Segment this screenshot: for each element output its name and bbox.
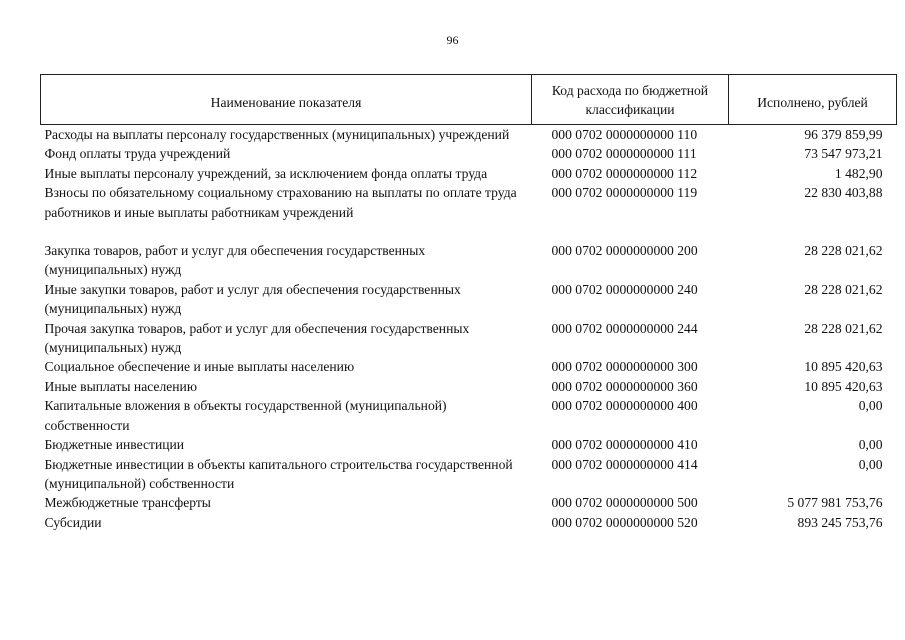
row-name: Фонд оплаты труда учреждений [44, 146, 231, 162]
row-amount: 0,00 [858, 456, 883, 472]
row-amount: 893 245 753,76 [797, 514, 883, 530]
row-code: 000 0702 0000000000 400 [551, 398, 698, 414]
table-row [41, 377, 897, 396]
page-number: 96 [446, 33, 459, 47]
row-code: 000 0702 0000000000 414 [551, 456, 698, 472]
row-code: 000 0702 0000000000 119 [551, 185, 698, 201]
row-amount: 73 547 973,21 [804, 146, 883, 162]
row-amount: 1 482,90 [834, 165, 883, 181]
row-code: 000 0702 0000000000 360 [551, 378, 698, 394]
row-code: 000 0702 0000000000 110 [551, 127, 698, 142]
table-row [41, 241, 897, 280]
table-header-row [41, 75, 897, 125]
row-amount: 22 830 403,88 [804, 185, 883, 201]
table-row [41, 396, 897, 435]
row-name: Иные закупки товаров, работ и услуг для обеспечения государственных (муниципальных) нужд [44, 281, 461, 317]
table-row [41, 164, 897, 183]
row-name: Иные выплаты персоналу учреждений, за исключением фонда оплаты труда [44, 165, 488, 181]
expenditure-table [40, 74, 897, 532]
row-code: 000 0702 0000000000 520 [551, 514, 698, 530]
row-amount: 28 228 021,62 [804, 243, 883, 259]
table-row [41, 513, 897, 532]
row-amount: 28 228 021,62 [804, 281, 883, 297]
table-row [41, 280, 897, 319]
row-name: Социальное обеспечение и иные выплаты населению [44, 359, 355, 375]
table-spacer-row [41, 222, 897, 241]
table-row [41, 144, 897, 163]
row-amount: 0,00 [858, 437, 883, 453]
row-name: Субсидии [44, 514, 102, 530]
row-name: Прочая закупка товаров, работ и услуг для обеспечения государственных (муниципальных) нужд [44, 320, 470, 356]
table-row [41, 435, 897, 454]
row-code: 000 0702 0000000000 410 [551, 437, 698, 453]
row-code: 000 0702 0000000000 300 [551, 359, 698, 375]
row-code: 000 0702 0000000000 500 [551, 495, 698, 511]
row-amount: 28 228 021,62 [804, 320, 883, 336]
row-code: 000 0702 0000000000 111 [551, 146, 697, 162]
table-row [41, 493, 897, 512]
table-row [41, 357, 897, 376]
row-name: Капитальные вложения в объекты государственной (муниципальной) собственности [44, 398, 447, 433]
row-amount: 96 379 859,99 [804, 127, 883, 142]
row-name: Межбюджетные трансферты [44, 495, 211, 511]
header-executed-amount: Исполнено, рублей [729, 75, 897, 125]
row-code: 000 0702 0000000000 112 [551, 165, 698, 181]
row-amount: 10 895 420,63 [804, 378, 883, 394]
row-code: 000 0702 0000000000 200 [551, 243, 698, 259]
row-code: 000 0702 0000000000 244 [551, 320, 698, 336]
row-name: Взносы по обязательному социальному страхованию на выплаты по оплате труда работников и иные выплаты работникам учреждений [44, 185, 517, 220]
row-amount: 5 077 981 753,76 [787, 495, 883, 511]
table-row [41, 319, 897, 358]
row-name: Расходы на выплаты персоналу государственных (муниципальных) учреждений [44, 127, 510, 142]
row-code: 000 0702 0000000000 240 [551, 281, 698, 297]
header-budget-code: Код расхода по бюджетной классификации [532, 75, 729, 125]
row-name: Иные выплаты населению [44, 378, 197, 394]
row-name: Бюджетные инвестиции [44, 437, 185, 453]
row-amount: 10 895 420,63 [804, 359, 883, 375]
header-indicator-name: Наименование показателя [41, 75, 532, 125]
table-row [41, 125, 897, 145]
row-name: Закупка товаров, работ и услуг для обеспечения государственных (муниципальных) нужд [44, 243, 426, 278]
table-row [41, 183, 897, 222]
row-amount: 0,00 [858, 398, 883, 414]
row-name: Бюджетные инвестиции в объекты капитального строительства государственной (муниципальной) собственности [44, 456, 513, 491]
table-row [41, 455, 897, 494]
